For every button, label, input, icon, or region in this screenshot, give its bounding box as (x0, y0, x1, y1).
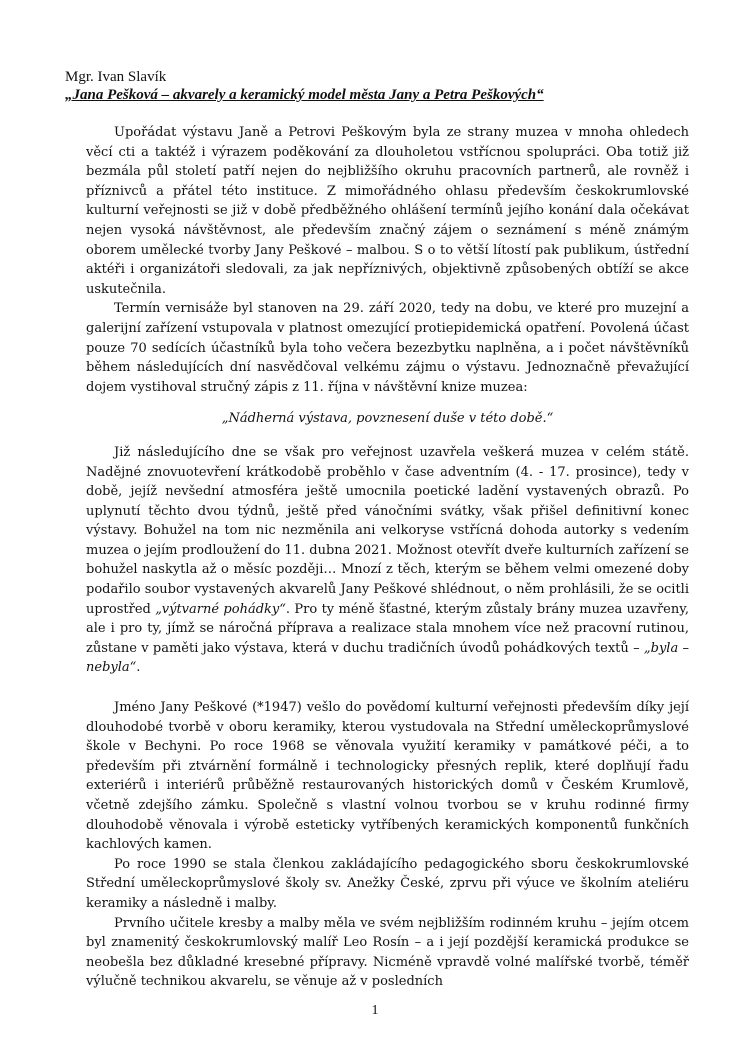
paragraph-3-text-b: . Pro ty méně šťastné, kterým zůstaly brány muzea uzavřeny, ale i pro ty, jímž se náročná příprava a realizace stala mnohem více než pracovní rutinou, zůstane v paměti jako výstava, která v duchu tradičních úvodů pohádkových textů – (86, 601, 690, 656)
paragraph-3-italic-b: „byla – nebyla“ (86, 640, 689, 676)
paragraph-3-text-a: Již následujícího dne se však pro veřejnost uzavřela veškerá muzea v celém státě. Nadějné znovuotevření krátkodobě proběhlo v čase adventním (4. - 17. prosince), tedy v době, jejíž nevšední atmosféra ještě umocnila poetické ladění vystavených obrazů. Po uplynutí těchto dvou týdnů, ještě před vánočními svátky, však přišel definitivní konec výstavy. Bohužel na tom nic nezměnila ani velkoryse vstřícná dohoda autorky s vedením muzea o jejím prodloužení do 11. dubna 2021. Možnost otevřít dveře kulturních zařízení se bohužel naskytla až o měsíc později… Mnozí z těch, kterým se během velmi omezené doby podařilo soubor vystavených akvarelů Jany Peškové shlédnout, o něm prohlásili, že se ocitli uprostřed (86, 444, 689, 617)
paragraph-5: Po roce 1990 se stala členkou zakládajícího pedagogického sboru českokrumlovské Střední uměleckoprůmyslové školy sv. Anežky České, zprvu při výuce ve školním ateliéru keramiky a následně i malby. (86, 856, 689, 911)
paragraph-3-italic-a: „výtvarné pohádky“ (155, 601, 286, 617)
paragraph-3-text-c: . (136, 660, 141, 676)
paragraph-6: Prvního učitele kresby a malby měla ve svém nejbližším rodinném kruhu – jejím otcem byl znamenitý českokrumlovský malíř Leo Rosín – a i její pozdější keramická produkce se neobešla bez důkladné kresebné přípravy. Nicméně vpravdě volné malířské tvorbě, téměř výlučně technikou akvarelu, se věnuje až v posledních (86, 915, 689, 990)
guestbook-quote: „Nádherná výstava, povznesení duše v této době.“ (221, 411, 554, 427)
article-title: „Jana Pešková – akvarely a keramický model města Jany a Petra Peškových“ (65, 87, 544, 103)
author-name: Mgr. Ivan Slavík (65, 69, 167, 85)
paragraph-2: Termín vernisáže byl stanoven na 29. září 2020, tedy na dobu, ve které pro muzejní a galerijní zařízení vstupovala v platnost omezující protiepidemická opatření. Povolená účast pouze 70 sedících účastníků byla toho večera bezezbytku naplněna, a i počet návštěvníků během následujících dní nasvědčoval velkému zájmu o výstavu. Jednoznačně převažující dojem vystihoval stručný zápis z 11. října v návštěvní knize muzea: (86, 301, 689, 395)
paragraph-1: Upořádat výstavu Janě a Petrovi Peškovým byla ze strany muzea v mnoha ohledech věcí cti a taktéž i výrazem poděkování za dlouholetou vstřícnou spolupráci. Oba totiž již bezmála půl století patří nejen do nejbližšího okruhu pracovních partnerů, ale rovněž i příznivců a přátel této instituce. Z mimořádného ohlasu především českokrumlovské kulturní veřejnosti se již v době předběžného ohlášení termínů jejího konání dala očekávat nejen vysoká návštěvnost, ale především značný zájem o seznámení s méně známým oborem umělecké tvorby Jany Peškové – malbou. S o to větší lítostí pak publikum, ústřední aktéři i organizátoři sledovali, za jak nepříznivých, objektivně způsobených obtíží se akce uskutečnila. (86, 125, 689, 297)
paragraph-4: Jméno Jany Peškové (*1947) vešlo do povědomí kulturní veřejnosti především díky její dlouhodobé tvorbě v oboru keramiky, kterou vystudovala na Střední uměleckoprůmyslové škole v Bechyni. Po roce 1968 se věnovala využití keramiky v památkové péči, a to především při ztvárnění formálně i technologicky přesných replik, které doplňují řadu exteriérů i interiérů průběžně restaurovaných historických domů v Českém Krumlově, včetně zdejšího zámku. Společně s vlastní volnou tvorbou se v kruhu rodinné firmy dlouhodobě věnovala i výrobě esteticky vytříbených keramických komponentů funkčních kachlových kamen. (86, 700, 689, 853)
article-body (86, 123, 689, 992)
paragraph-3 (86, 443, 689, 678)
page-number: 1 (371, 1003, 379, 1018)
